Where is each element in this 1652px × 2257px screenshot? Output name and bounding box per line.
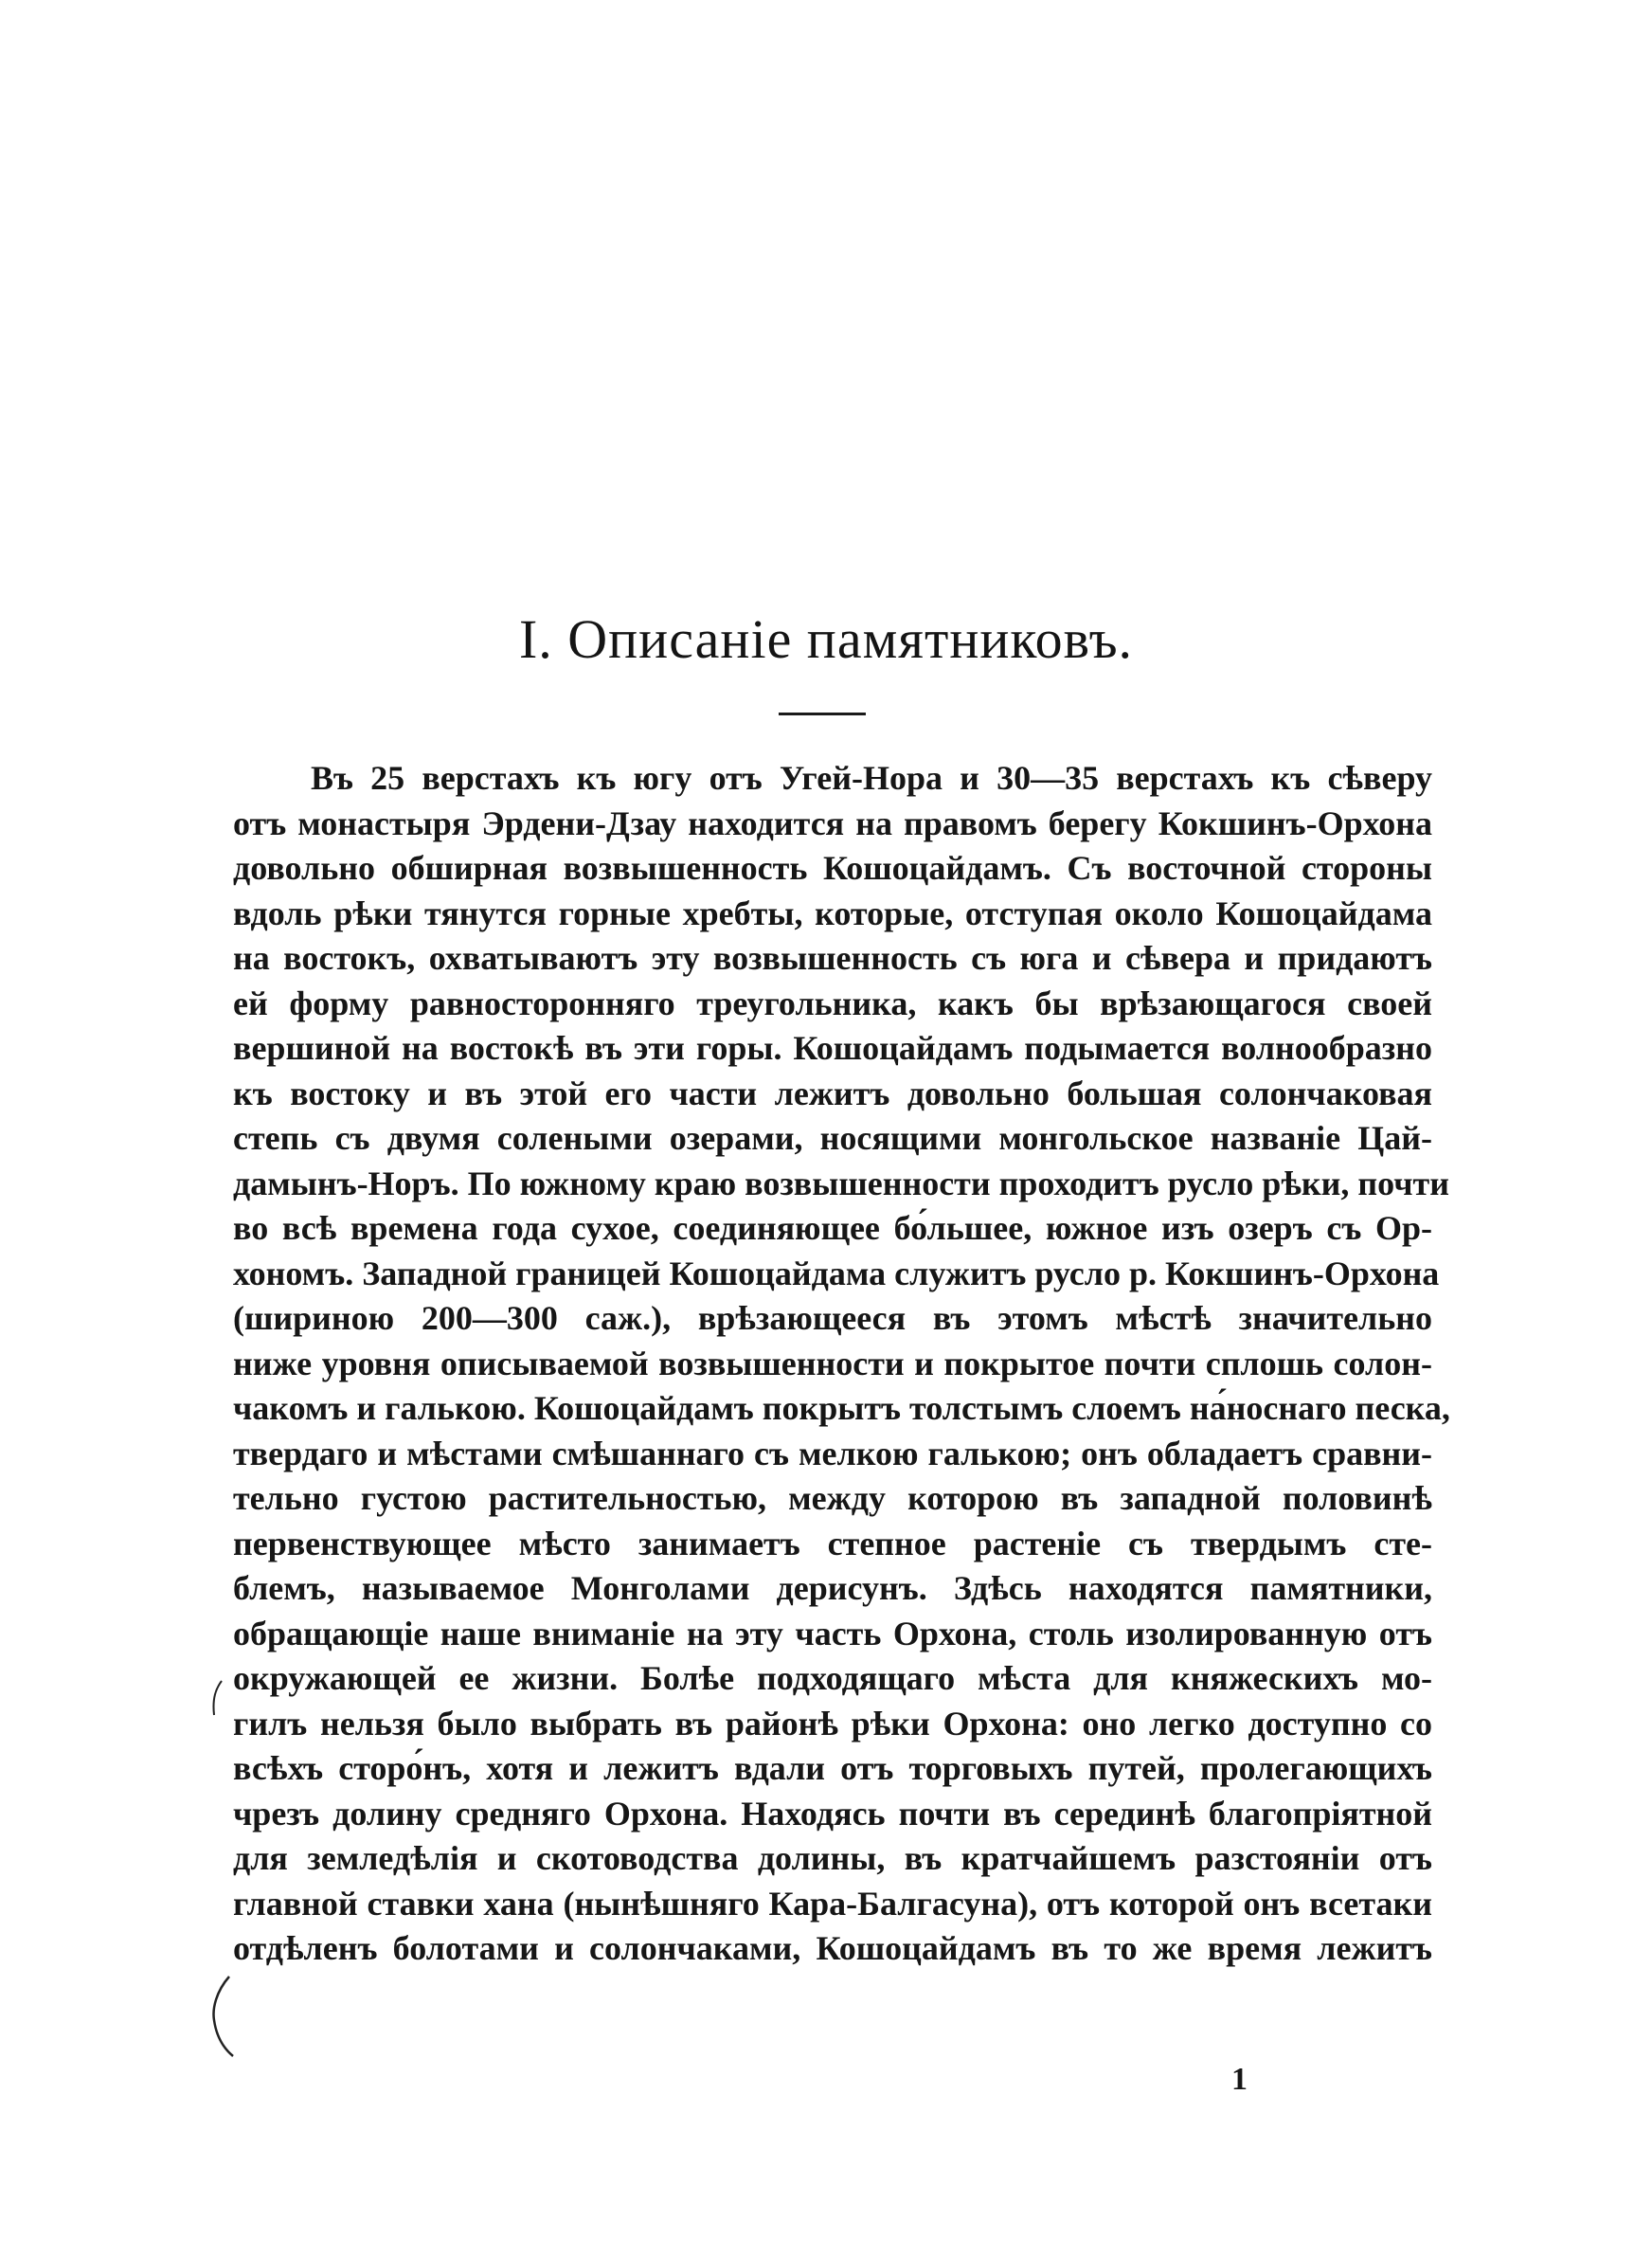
text-line: твердаго и мѣстами смѣшаннаго съ мелкою галькою; онъ обладаетъ сравни-: [233, 1434, 1432, 1472]
text-line: для земледѣлія и скотоводства долины, въ кратчайшемъ разстояніи отъ: [233, 1839, 1432, 1877]
text-line: обращающіе наше вниманіе на эту часть Орхона, столь изолированную отъ: [233, 1614, 1432, 1652]
text-line: чакомъ и галькою. Кошоцайдамъ покрытъ толстымъ слоемъ на́носнаго песка,: [233, 1389, 1450, 1427]
text-line: первенствующее мѣсто занимаетъ степное растеніе съ твердымъ сте-: [233, 1524, 1432, 1562]
page-number: 1: [1231, 2062, 1248, 2097]
text-line: степь съ двумя солеными озерами, носящими монгольское названіе Цай-: [233, 1119, 1432, 1157]
text-line: блемъ, называемое Монголами дерисунъ. Здѣсь находятся памятники,: [233, 1569, 1432, 1607]
title-divider: [779, 713, 866, 715]
text-line: довольно обширная возвышенность Кошоцайдамъ. Съ восточной стороны: [233, 849, 1432, 887]
text-line: тельно густою растительностью, между которою въ западной половинѣ: [233, 1479, 1432, 1517]
text-line: гилъ нельзя было выбрать въ районѣ рѣки Орхона: оно легко доступно со: [233, 1704, 1432, 1742]
text-line: чрезъ долину средняго Орхона. Находясь почти въ серединѣ благопріятной: [233, 1794, 1432, 1833]
text-line: хономъ. Западной границей Кошоцайдама служитъ русло р. Кокшинъ-Орхона: [233, 1254, 1440, 1292]
text-line: отъ монастыря Эрдени-Дзау находится на правомъ берегу Кокшинъ-Орхона: [233, 803, 1432, 842]
margin-tick-mark: [208, 1677, 224, 1719]
page-title: I. Описаніе памятниковъ.: [518, 608, 1134, 670]
text-line: (шириною 200—300 саж.), врѣзающееся въ этомъ мѣстѣ значительно: [233, 1299, 1432, 1337]
text-line: дамынъ-Норъ. По южному краю возвышенности проходитъ русло рѣки, почти: [233, 1164, 1449, 1202]
text-line: вершиной на востокѣ въ эти горы. Кошоцайдамъ подымается волнообразно: [233, 1029, 1432, 1067]
text-line: вдоль рѣки тянутся горные хребты, которые, отступая около Кошоцайдама: [233, 894, 1432, 932]
text-line: ей форму равносторонняго треугольника, какъ бы врѣзающагося своей: [233, 984, 1432, 1022]
text-line: на востокъ, охватываютъ эту возвышенность съ юга и сѣвера и придаютъ: [233, 939, 1432, 977]
text-line: главной ставки хана (нынѣшняго Кара-Балгасуна), отъ которой онъ всетаки: [233, 1884, 1432, 1923]
text-line: къ востоку и въ этой его части лежитъ довольно большая солончаковая: [233, 1074, 1432, 1112]
text-line: окружающей ее жизни. Болѣе подходящаго мѣста для княжескихъ мо-: [233, 1659, 1432, 1697]
text-line: во всѣ времена года сухое, соединяющее бо́льшее, южное изъ озеръ съ Ор-: [233, 1209, 1432, 1247]
margin-bracket-mark: [206, 1973, 235, 2060]
body-text: [233, 756, 1450, 1972]
text-line: Въ 25 верстахъ къ югу отъ Угей-Нора и 30—35 верстахъ къ сѣверу: [311, 759, 1432, 797]
text-line: ниже уровня описываемой возвышенности и покрытое почти сплошь солон-: [233, 1344, 1432, 1382]
text-line: отдѣленъ болотами и солончаками, Кошоцайдамъ въ то же время лежитъ: [233, 1929, 1432, 1967]
text-line: всѣхъ сторо́нъ, хотя и лежитъ вдали отъ торговыхъ путей, пролегающихъ: [233, 1749, 1432, 1787]
